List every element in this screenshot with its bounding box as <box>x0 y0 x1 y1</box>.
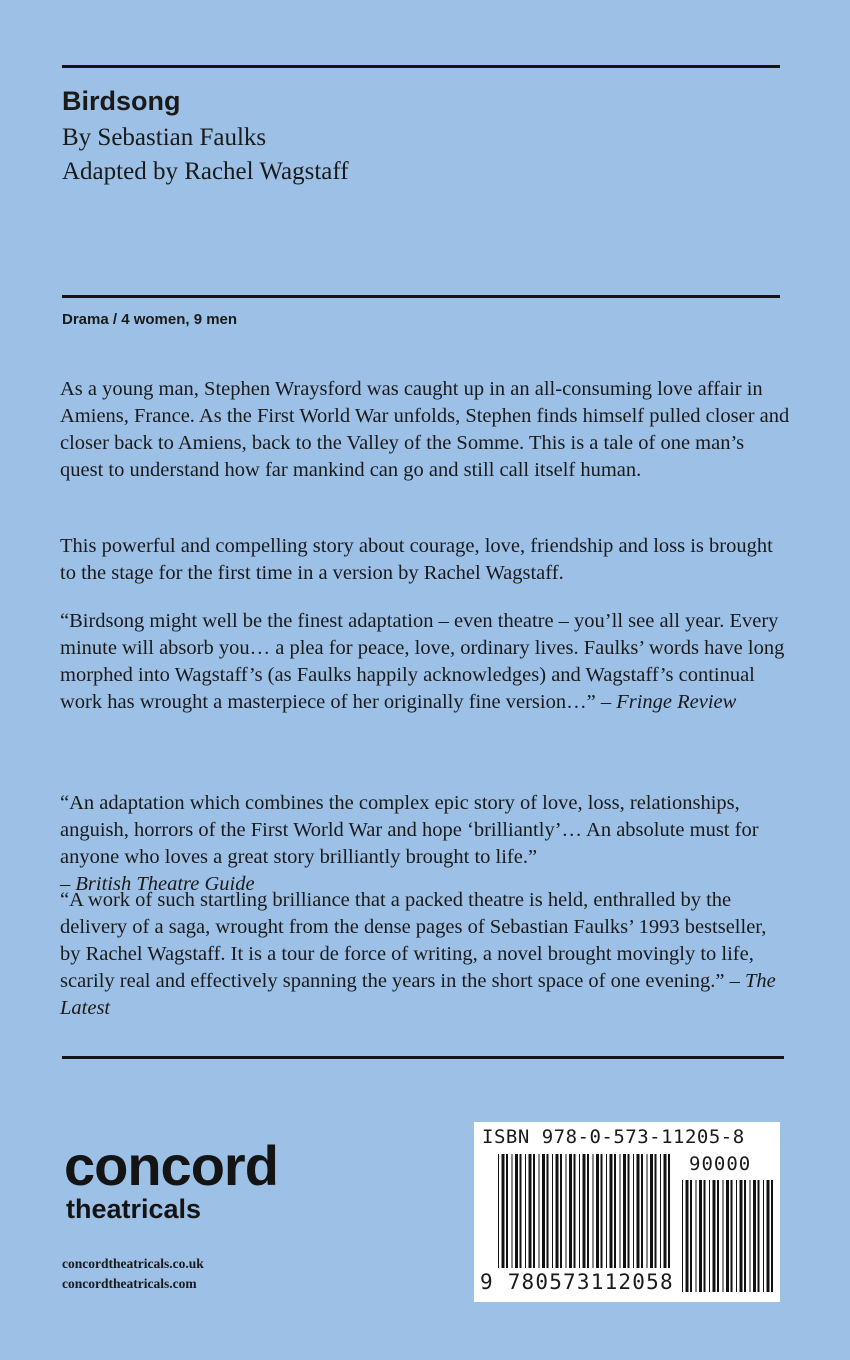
barcode-bar <box>637 1154 640 1268</box>
barcode-bar <box>771 1180 773 1292</box>
barcode-bar <box>650 1154 653 1268</box>
barcode-bar <box>614 1154 616 1268</box>
barcode-bar <box>641 1154 643 1268</box>
review-the-latest <box>60 887 790 1022</box>
ean-left-digits: 780573 <box>507 1270 591 1294</box>
barcode-bar <box>552 1154 553 1268</box>
barcode-bar <box>668 1154 670 1268</box>
review-british-theatre-guide <box>60 790 790 898</box>
isbn-label: ISBN 978-0-573-11205-8 <box>482 1126 745 1148</box>
barcode-bar <box>574 1154 576 1268</box>
author-line: By Sebastian Faulks <box>62 124 267 151</box>
barcode-bar <box>606 1154 607 1268</box>
barcode-bar <box>726 1180 729 1292</box>
review-dash: – <box>724 970 745 992</box>
barcode-bar <box>556 1154 559 1268</box>
barcode-bar <box>579 1154 580 1268</box>
price-addon-code: 90000 <box>689 1153 752 1175</box>
barcode-bar <box>566 1154 567 1268</box>
publisher-urls <box>62 1254 204 1294</box>
barcode-bar <box>525 1154 526 1268</box>
ean-first-digit: 9 <box>480 1270 494 1294</box>
barcode-bar <box>709 1180 710 1292</box>
barcode-bar <box>593 1154 594 1268</box>
synopsis-paragraph-2 <box>60 533 790 587</box>
barcode-bar <box>587 1154 589 1268</box>
review-quote: “An adaptation which combines the complex epic story of love, loss, relationships, anguish, horrors of the First World War and hope ‘brilliantly’… An absolute must for anyone who loves a great story brilliantly brought to life.” <box>60 792 759 868</box>
barcode-bar <box>704 1180 706 1292</box>
review-source: British Theatre Guide <box>75 873 255 895</box>
barcode-bar <box>560 1154 562 1268</box>
barcode-bar <box>723 1180 724 1292</box>
review-fringe-review <box>60 608 790 716</box>
review-dash: – <box>60 873 76 895</box>
synopsis-paragraph-1 <box>60 376 790 484</box>
review-quote: “A work of such startling brilliance that a packed theatre is held, enthralled by the delivery of a saga, wrought from the dense pages of Sebastian Faulks’ 1993 bestseller, by Rachel Wagstaff. It is a tour de force of writing, a novel brought movingly to life, scarily real and effectively spanning the years in the short space of one evening.” <box>60 889 767 992</box>
barcode-bar <box>744 1180 746 1292</box>
barcode-bar <box>660 1154 661 1268</box>
barcode-bar <box>690 1180 692 1292</box>
barcode-bar <box>682 1180 683 1292</box>
publisher-logo <box>64 1134 278 1224</box>
barcode-bar <box>655 1154 657 1268</box>
bottom-rule <box>62 1056 784 1059</box>
barcode-bar <box>750 1180 751 1292</box>
barcode-bar <box>498 1154 499 1268</box>
barcode-bar <box>713 1180 716 1292</box>
review-dash: – <box>595 691 617 713</box>
barcode-bar <box>763 1180 764 1292</box>
barcode-bar <box>547 1154 549 1268</box>
barcode-bar <box>731 1180 733 1292</box>
isbn-barcode <box>474 1122 780 1302</box>
adapter-line: Adapted by Rachel Wagstaff <box>62 158 349 185</box>
barcode-bar <box>583 1154 586 1268</box>
barcode-bar <box>533 1154 535 1268</box>
ean-right-digits: 112058 <box>590 1270 674 1294</box>
middle-rule <box>62 295 780 298</box>
barcode-bar <box>506 1154 508 1268</box>
barcode-bar <box>736 1180 737 1292</box>
publisher-url-uk[interactable]: concordtheatricals.co.uk <box>62 1256 204 1271</box>
review-quote: “Birdsong might well be the finest adaptation – even theatre – you’ll see all year. Every minute will absorb you… a plea for peace, love, ordinary lives. Faulks’ words have long morphed into Wagstaff’s (as Faulks happily acknowledges) and Wagstaff’s continual work has wrought a masterpiece of her originally fine version…” <box>60 610 785 713</box>
barcode-bar <box>601 1154 603 1268</box>
barcode-bar <box>542 1154 545 1268</box>
review-source: The Latest <box>60 970 776 1019</box>
barcode-bar <box>753 1180 756 1292</box>
top-rule <box>62 65 780 68</box>
barcode-bar <box>502 1154 505 1268</box>
barcode-bar <box>633 1154 634 1268</box>
barcode-bar <box>512 1154 513 1268</box>
genre-cast-line: Drama / 4 women, 9 men <box>62 311 238 328</box>
synopsis-text: This powerful and compelling story about courage, love, friendship and loss is brought to the stage for the first time in a version by Rachel Wagstaff. <box>60 535 773 584</box>
barcode-bar <box>740 1180 743 1292</box>
publisher-url-com[interactable]: concordtheatricals.com <box>62 1276 197 1291</box>
barcode-bar <box>717 1180 719 1292</box>
barcode-bar <box>539 1154 540 1268</box>
barcode-bar <box>610 1154 613 1268</box>
barcode-bar <box>529 1154 532 1268</box>
barcode-bar <box>696 1180 697 1292</box>
barcode-bar <box>686 1180 689 1292</box>
review-source: Fringe Review <box>616 691 737 713</box>
barcode-bar <box>623 1154 626 1268</box>
barcode-bar <box>767 1180 770 1292</box>
publisher-logo-subword: theatricals <box>66 1194 202 1224</box>
barcode-bar <box>520 1154 522 1268</box>
barcode-bar <box>569 1154 572 1268</box>
barcode-bar <box>515 1154 518 1268</box>
book-title: Birdsong <box>62 86 181 116</box>
ean-digits <box>480 1270 674 1294</box>
barcode-bar <box>628 1154 630 1268</box>
barcode-bar <box>758 1180 760 1292</box>
barcode-bar <box>664 1154 667 1268</box>
synopsis-text: As a young man, Stephen Wraysford was caught up in an all-consuming love affair in Amiens, France. As the First World War unfolds, Stephen finds himself pulled closer and closer back to Amiens, back to the Valley of the Somme. This is a tale of one man’s quest to understand how far mankind can go and still call itself human. <box>60 378 790 481</box>
publisher-logo-word: concord <box>64 1134 278 1197</box>
barcode-bar <box>699 1180 702 1292</box>
barcode-bar <box>647 1154 648 1268</box>
barcode-bar <box>620 1154 621 1268</box>
barcode-bar <box>596 1154 599 1268</box>
